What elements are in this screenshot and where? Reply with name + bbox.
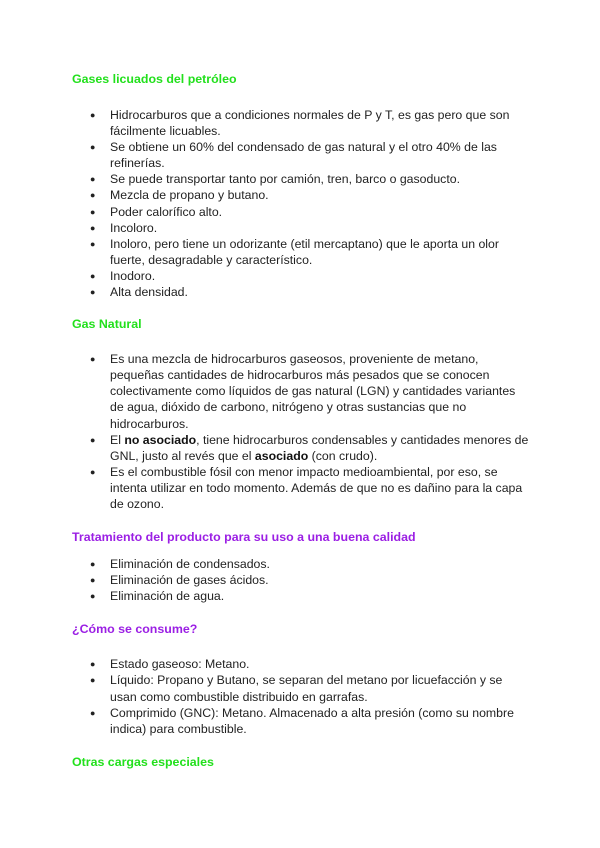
bullet-dot: ● [90,466,96,477]
list-item: ● Poder calorífico alto. [90,204,223,219]
list-item: ● Inoloro, pero tiene un odorizante (etil mercaptano) que le aporta un olor fuerte, desagradable y característico. [90,236,499,267]
list-item: ● Hidrocarburos que a condiciones normales de P y T, es gas pero que son fácilmente licuables. [90,108,510,139]
list-item: ● Inodoro. [90,268,156,283]
bullet-dot: ● [90,238,96,249]
section-heading-gas-natural: Gas Natural [72,317,142,332]
bullet-dot: ● [90,354,96,365]
bullet-dot: ● [90,575,96,586]
bullet-dot: ● [90,659,96,670]
bullet-dot: ● [90,559,96,570]
bullet-dot: ● [90,174,96,185]
section-heading-como-se-consume: ¿Cómo se consume? [72,622,198,637]
list-item: ● Incoloro. [90,220,158,235]
bullet-dot: ● [90,287,96,298]
bullet-dot: ● [90,675,96,686]
list-item: ● Eliminación de agua. [90,589,225,604]
list-item: ● El no asociado, tiene hidrocarburos condensables y cantidades menores de GNL, justo al revés que el asociado (con crudo). [90,432,529,463]
list-item: ● Se obtiene un 60% del condensado de gas natural y el otro 40% de las refinerías. [90,140,497,171]
bold-term-no-asociado: no asociado [124,432,197,447]
bullet-dot: ● [90,206,96,217]
bullet-list-glp [72,107,532,300]
list-item: ● Eliminación de gases ácidos. [90,573,269,588]
section-heading-glp: Gases licuados del petróleo [72,72,237,86]
bullet-dot: ● [90,707,96,718]
bullet-dot: ● [90,110,96,120]
list-item: ● Líquido: Propano y Butano, se separan del metano por licuefacción y se usan como combustible distribuido en garrafas. [90,673,503,704]
bullet-list-consumo [72,656,532,736]
bullet-dot: ● [90,591,96,602]
list-item: ● Se puede transportar tanto por camión, tren, barco o gasoducto. [90,172,460,187]
list-item: ● Estado gaseoso: Metano. [90,657,250,672]
bullet-dot: ● [90,270,96,281]
list-item: ● Eliminación de condensados. [90,557,270,572]
bullet-dot: ● [90,222,96,233]
document-page [72,62,532,770]
bullet-dot: ● [90,142,96,153]
section-heading-otras-cargas: Otras cargas especiales [72,754,214,769]
list-item: ● Alta densidad. [90,285,188,300]
bullet-list-tratamiento [72,556,532,604]
list-item: ● Comprimido (GNC): Metano. Almacenado a alta presión (como su nombre indica) para combustible. [90,705,514,736]
bold-term-asociado: asociado [254,448,309,463]
bullet-list-gas-natural [72,351,532,512]
list-item: ● Es el combustible fósil con menor impacto medioambiental, por eso, se intenta utilizar en todo momento. Además de que no es dañino para la capa de ozono. [90,464,523,511]
bullet-dot: ● [90,434,96,445]
list-item: ● Es una mezcla de hidrocarburos gaseosos, proveniente de metano, pequeñas cantidades de hidrocarburos más pesados que se conocen colectivamente como líquidos de gas natural (LGN) y cantidades variantes de agua, dióxido de carbono, nitrógeno y otras sustancias que no hidrocarburos. [90,352,516,431]
bullet-dot: ● [90,190,96,201]
list-item: ● Mezcla de propano y butano. [90,188,269,203]
section-heading-tratamiento: Tratamiento del producto para su uso a una buena calidad [72,530,416,545]
